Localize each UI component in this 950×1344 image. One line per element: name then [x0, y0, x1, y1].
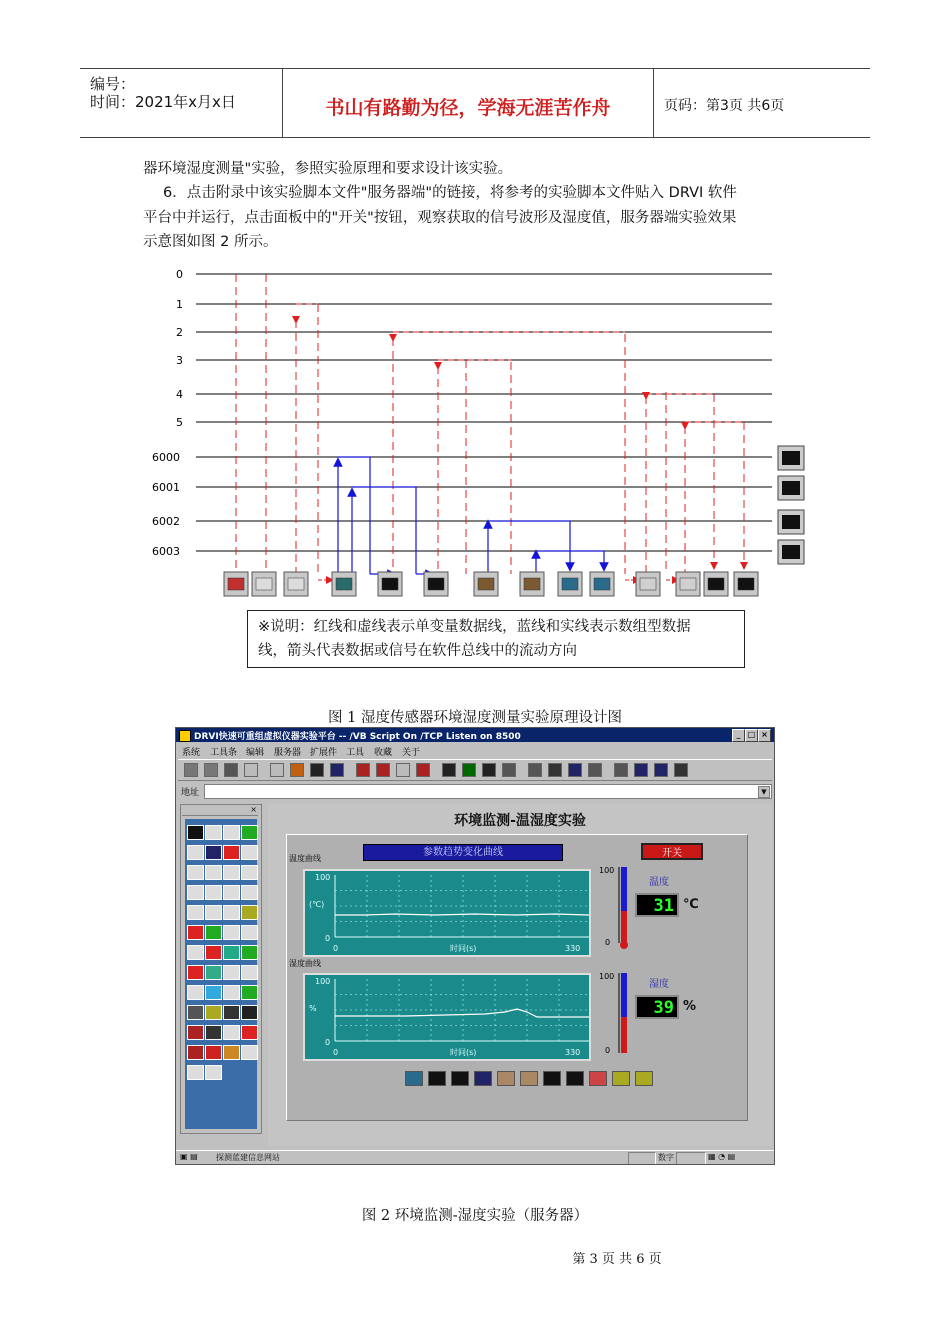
control-icon-face [738, 578, 754, 590]
toolbar [178, 759, 772, 781]
app-window [175, 727, 775, 1165]
toolbar-button-icon[interactable] [548, 763, 562, 777]
toolbar-button-icon[interactable] [528, 763, 542, 777]
maximize-button[interactable]: □ [745, 729, 758, 742]
toolbar-button-icon[interactable] [568, 763, 582, 777]
humid-unit: % [683, 999, 697, 1014]
panel-control-icon[interactable] [405, 1071, 423, 1086]
header-info-cell [80, 69, 283, 137]
toolbar-button-icon[interactable] [224, 763, 238, 777]
palette-component-icon[interactable] [241, 1005, 258, 1020]
temp-display: 31 [635, 893, 679, 917]
bus-diagram [0, 262, 950, 607]
toolbar-button-icon[interactable] [416, 763, 430, 777]
toolbar-button-icon[interactable] [502, 763, 516, 777]
palette-component-icon[interactable] [241, 845, 258, 860]
toolbar-button-icon[interactable] [270, 763, 284, 777]
plot-ymax: 100 [315, 873, 331, 882]
palette-component-icon[interactable] [205, 1025, 222, 1040]
plot-ymax: 100 [315, 977, 331, 986]
humid-gauge [599, 971, 639, 1059]
toolbar-button-icon[interactable] [376, 763, 390, 777]
status-tray-icons: ▦ ◔ ▤ [708, 1152, 736, 1161]
switch-button[interactable]: 开关 [641, 843, 703, 860]
palette-component-icon[interactable] [223, 905, 240, 920]
palette-component-icon[interactable] [187, 905, 204, 920]
status-mode: 数字 [658, 1153, 674, 1162]
palette-component-icon[interactable] [223, 1025, 240, 1040]
menu-item[interactable]: 编辑 [246, 748, 265, 758]
page-label: 页码：第3页 共6页 [664, 98, 785, 114]
temp-unit: ℃ [683, 897, 699, 912]
menu-item[interactable]: 收藏 [374, 748, 393, 758]
display-icon-face [782, 451, 800, 465]
gauge-bulb [620, 941, 628, 949]
array-links [338, 457, 604, 574]
toolbar-button-icon[interactable] [462, 763, 476, 777]
palette-component-icon[interactable] [187, 965, 204, 980]
panel-control-icon[interactable] [543, 1071, 561, 1086]
palette-component-icon[interactable] [223, 925, 240, 940]
control-icon-face [640, 578, 656, 590]
diagram-note [247, 610, 745, 668]
palette-component-icon[interactable] [187, 925, 204, 940]
figure-1-caption: 图 1 湿度传感器环境湿度测量实验原理设计图 [328, 710, 622, 726]
panel-stage [268, 804, 772, 1146]
palette-component-icon[interactable] [241, 945, 258, 960]
humid-curve-label: 湿度曲线 [289, 959, 321, 968]
menu-bar [176, 743, 774, 757]
control-icon-face [228, 578, 244, 590]
palette-component-icon[interactable] [205, 825, 222, 840]
plot-ymin: 0 [325, 934, 331, 943]
temp-curve-label: 温度曲线 [289, 854, 321, 863]
bus-label: 6001 [152, 481, 180, 494]
series-line [335, 914, 589, 915]
palette-component-icon[interactable] [187, 1005, 204, 1020]
link-line [488, 521, 570, 567]
address-bar [176, 782, 774, 800]
status-bar [176, 1150, 774, 1165]
address-input[interactable] [204, 784, 772, 799]
bus-lines [196, 274, 772, 551]
body-line-4: 示意图如图 2 所示。 [143, 234, 278, 250]
plot-unit: % [309, 1004, 317, 1013]
status-icon: ▣ ▤ [180, 1152, 198, 1161]
plot-xlabel: 时间(s) [450, 1048, 477, 1057]
humid-plot [303, 973, 591, 1061]
header-motto-cell [283, 69, 654, 137]
note-line-1: ※说明：红线和虚线表示单变量数据线，蓝线和实线表示数组型数据 [258, 619, 691, 635]
bus-label: 1 [176, 298, 183, 311]
palette-component-icon[interactable] [241, 905, 258, 920]
temp-plot [303, 869, 591, 957]
page-header [80, 68, 870, 138]
gauge-min: 0 [605, 938, 611, 947]
toolbar-button-icon[interactable] [290, 763, 304, 777]
palette-component-icon[interactable] [205, 905, 222, 920]
control-icon-face [562, 578, 578, 590]
palette-component-icon[interactable] [187, 865, 204, 880]
status-cell [676, 1152, 706, 1165]
toolbar-button-icon[interactable] [204, 763, 218, 777]
menu-item[interactable]: 工具 [346, 748, 365, 758]
palette-component-icon[interactable] [205, 865, 222, 880]
toolbar-button-icon[interactable] [442, 763, 456, 777]
panel-control-icon[interactable] [428, 1071, 446, 1086]
panel-control-icon[interactable] [589, 1071, 607, 1086]
palette-component-icon[interactable] [223, 945, 240, 960]
palette-component-icon[interactable] [241, 925, 258, 940]
plot-ymin: 0 [325, 1038, 331, 1047]
panel-control-icon[interactable] [635, 1071, 653, 1086]
plot-xmax: 330 [565, 1048, 581, 1057]
palette-component-icon[interactable] [223, 885, 240, 900]
control-icon-face [256, 578, 272, 590]
time-label: 时间：2021年x月x日 [90, 93, 236, 111]
header-page-cell [654, 69, 870, 137]
panel-control-icon[interactable] [520, 1071, 538, 1086]
palette-component-icon[interactable] [223, 825, 240, 840]
body-line-3: 平台中并运行，点击面板中的"开关"按钮，观察获取的信号波形及湿度值，服务器端实验效果 [143, 210, 737, 226]
panel-title: 环境监测-温湿度实验 [454, 813, 586, 829]
body-line-2: 6．点击附录中该实验脚本文件"服务器端"的链接，将参考的实验脚本文件贴入 DRVI 软件 [163, 185, 737, 201]
menu-item[interactable]: 扩展件 [310, 748, 338, 758]
toolbar-button-icon[interactable] [588, 763, 602, 777]
temp-gauge [599, 865, 639, 953]
bus-label: 0 [176, 268, 183, 281]
plot-xmin: 0 [333, 944, 339, 953]
panel-control-icon[interactable] [566, 1071, 584, 1086]
palette-component-icon[interactable] [205, 985, 222, 1000]
plot-xmax: 330 [565, 944, 581, 953]
toolbar-button-icon[interactable] [310, 763, 324, 777]
plot-unit: (℃) [309, 900, 325, 909]
toolbar-button-icon[interactable] [674, 763, 688, 777]
motto: 书山有路勤为径，学海无涯苦作舟 [325, 97, 611, 119]
display-icon-face [782, 515, 800, 529]
palette-component-icon[interactable] [205, 1065, 222, 1080]
panel-control-icon[interactable] [451, 1071, 469, 1086]
toolbar-button-icon[interactable] [330, 763, 344, 777]
control-icon-face [478, 578, 494, 590]
menu-item[interactable]: 系统 [182, 748, 201, 758]
toolbar-button-icon[interactable] [244, 763, 258, 777]
palette-component-icon[interactable] [223, 985, 240, 1000]
bus-label: 4 [176, 388, 183, 401]
palette-component-icon[interactable] [241, 985, 258, 1000]
palette-component-icon[interactable] [205, 925, 222, 940]
toolbar-button-icon[interactable] [396, 763, 410, 777]
palette-component-icon[interactable] [205, 965, 222, 980]
control-icon-face [336, 578, 352, 590]
instrument-panel [286, 834, 748, 1121]
toolbar-button-icon[interactable] [614, 763, 628, 777]
gauge-bar-lower [621, 911, 627, 943]
control-icon-face [708, 578, 724, 590]
toolbar-button-icon[interactable] [634, 763, 648, 777]
palette-component-icon[interactable] [187, 1045, 204, 1060]
control-icon-face [524, 578, 540, 590]
palette-component-icon[interactable] [187, 1025, 204, 1040]
toolbar-button-icon[interactable] [356, 763, 370, 777]
control-icon-face [288, 578, 304, 590]
plot-xmin: 0 [333, 1048, 339, 1057]
palette-component-icon[interactable] [241, 1045, 258, 1060]
menu-item[interactable]: 服务器 [274, 748, 302, 758]
palette-component-icon[interactable] [241, 965, 258, 980]
menu-item[interactable]: 关于 [402, 748, 421, 758]
toolbar-button-icon[interactable] [482, 763, 496, 777]
palette-component-icon[interactable] [241, 825, 258, 840]
palette-header [182, 805, 258, 816]
temp-plot-svg [305, 871, 589, 955]
palette-component-icon[interactable] [187, 845, 204, 860]
body-line-1: 器环境湿度测量"实验，参照实验原理和要求设计该实验。 [143, 161, 513, 177]
palette-component-icon[interactable] [187, 945, 204, 960]
gauge-bar-lower [621, 1017, 627, 1053]
panel-control-icon[interactable] [474, 1071, 492, 1086]
palette-component-icon[interactable] [187, 825, 204, 840]
trend-label: 参数趋势变化曲线 [363, 844, 563, 861]
palette-component-icon[interactable] [205, 1005, 222, 1020]
bus-label: 3 [176, 354, 183, 367]
status-cell [628, 1152, 656, 1165]
bus-label: 6003 [152, 545, 180, 558]
close-icon[interactable]: × [250, 805, 257, 814]
humid-label: 湿度 [649, 979, 669, 990]
link-line [352, 487, 416, 574]
gauge-max: 100 [599, 866, 615, 875]
address-label: 地址 [181, 788, 200, 798]
plot-xlabel: 时间(s) [450, 944, 477, 953]
component-palette [180, 804, 262, 1134]
bus-label: 6002 [152, 515, 180, 528]
gauge-bar-upper [621, 867, 627, 911]
palette-component-icon[interactable] [205, 845, 222, 860]
toolbar-button-icon[interactable] [654, 763, 668, 777]
palette-component-icon[interactable] [187, 985, 204, 1000]
control-icon-face [428, 578, 444, 590]
gauge-max: 100 [599, 972, 615, 981]
palette-component-icon[interactable] [223, 865, 240, 880]
palette-component-icon[interactable] [223, 1045, 240, 1060]
diagram-controls [224, 572, 758, 596]
panel-control-icons [405, 1071, 685, 1087]
palette-component-icon[interactable] [205, 945, 222, 960]
window-titlebar [176, 728, 774, 742]
palette-component-icon[interactable] [241, 1025, 258, 1040]
palette-component-icon[interactable] [205, 885, 222, 900]
display-icon-face [782, 545, 800, 559]
bus-label: 6000 [152, 451, 180, 464]
single-variable-links [236, 274, 744, 580]
status-site: 探测蓝建信息网站 [216, 1153, 280, 1162]
humid-display: 39 [635, 995, 679, 1019]
palette-component-icon[interactable] [223, 965, 240, 980]
close-button[interactable]: × [758, 729, 771, 742]
page-footer: 第 3 页 共 6 页 [572, 1252, 662, 1267]
panel-control-icon[interactable] [497, 1071, 515, 1086]
menu-item[interactable]: 工具条 [210, 748, 238, 758]
panel-control-icon[interactable] [612, 1071, 630, 1086]
gauge-min: 0 [605, 1046, 611, 1055]
side-display-icons [778, 446, 804, 564]
palette-component-icon[interactable] [223, 1005, 240, 1020]
window-title: DRVI快速可重组虚拟仪器实验平台 -- /VB Script On /TCP Listen on 8500 [194, 732, 521, 742]
app-icon [179, 730, 191, 742]
toolbar-button-icon[interactable] [184, 763, 198, 777]
note-line-2: 线，箭头代表数据或信号在软件总线中的流动方向 [258, 643, 577, 659]
bus-labels [152, 268, 183, 558]
bus-label: 2 [176, 326, 183, 339]
palette-component-icon[interactable] [223, 845, 240, 860]
control-icon-face [382, 578, 398, 590]
minimize-button[interactable]: _ [732, 729, 745, 742]
palette-component-icon[interactable] [205, 1045, 222, 1060]
figure-2-caption: 图 2 环境监测-湿度实验（服务器） [361, 1208, 589, 1224]
palette-grid [185, 819, 257, 1129]
humid-plot-svg [305, 975, 589, 1059]
palette-component-icon[interactable] [187, 885, 204, 900]
temp-label: 温度 [649, 877, 669, 888]
bus-label: 5 [176, 416, 183, 429]
palette-component-icon[interactable] [241, 865, 258, 880]
number-label: 编号： [90, 75, 136, 93]
control-icon-face [680, 578, 696, 590]
link-line [338, 457, 370, 574]
display-icon-face [782, 481, 800, 495]
chevron-down-icon[interactable]: ▼ [758, 786, 770, 798]
gauge-bar-upper [621, 973, 627, 1017]
control-icon-face [594, 578, 610, 590]
palette-component-icon[interactable] [241, 885, 258, 900]
palette-component-icon[interactable] [187, 1065, 204, 1080]
